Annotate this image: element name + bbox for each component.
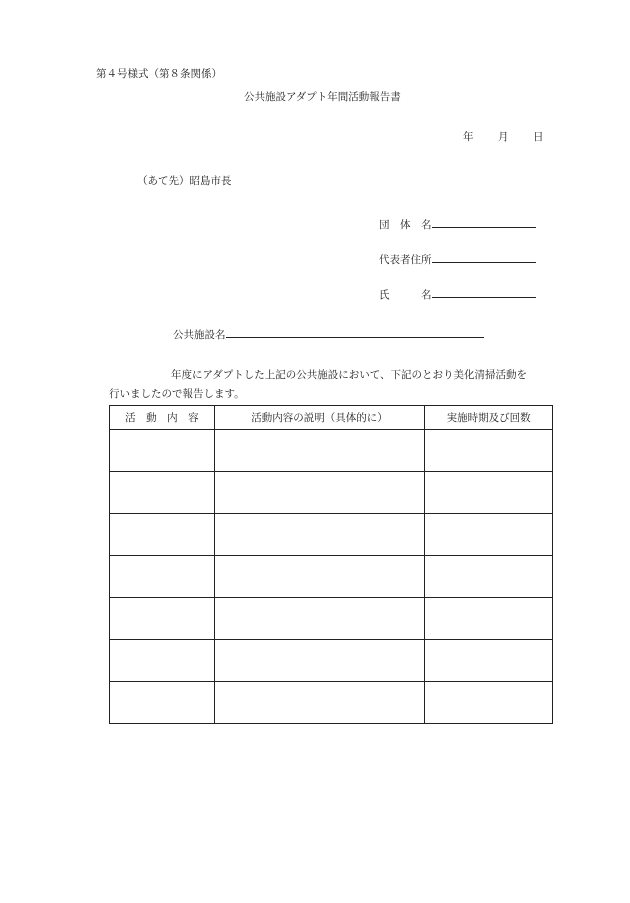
representative-address-blank[interactable]	[432, 250, 536, 263]
cell-activity-content[interactable]	[110, 598, 215, 640]
cell-activity-description[interactable]	[214, 514, 425, 556]
cell-period-and-count[interactable]	[425, 472, 553, 514]
table-row	[110, 556, 553, 598]
cell-period-and-count[interactable]	[425, 556, 553, 598]
cell-activity-description[interactable]	[214, 430, 425, 472]
cell-activity-description[interactable]	[214, 556, 425, 598]
cell-period-and-count[interactable]	[425, 430, 553, 472]
representative-address-field[interactable]	[379, 250, 536, 267]
name-label: 氏 名	[379, 289, 432, 301]
header-activity-content: 活 動 内 容	[110, 406, 215, 430]
cell-period-and-count[interactable]	[425, 640, 553, 682]
cell-activity-description[interactable]	[214, 682, 425, 724]
body-text-line2: 行いましたので報告します。	[109, 388, 245, 400]
form-title: 公共施設アダプト年間活動報告書	[244, 91, 401, 103]
table-header-row	[110, 406, 553, 430]
table-row	[110, 682, 553, 724]
cell-activity-content[interactable]	[110, 514, 215, 556]
cell-period-and-count[interactable]	[425, 598, 553, 640]
facility-name-field[interactable]	[173, 325, 484, 342]
table-row	[110, 430, 553, 472]
cell-activity-content[interactable]	[110, 640, 215, 682]
group-name-label: 団 体 名	[379, 219, 432, 231]
cell-period-and-count[interactable]	[425, 682, 553, 724]
table-row	[110, 514, 553, 556]
cell-activity-content[interactable]	[110, 682, 215, 724]
table-row	[110, 472, 553, 514]
representative-address-label: 代表者住所	[379, 254, 432, 266]
date-year-label: 年	[463, 131, 474, 143]
table-row	[110, 598, 553, 640]
name-field[interactable]	[379, 285, 536, 302]
table-row	[110, 640, 553, 682]
body-text-line1: 年度にアダプトした上記の公共施設において、下記のとおり美化清掃活動を	[171, 369, 528, 381]
addressee: （あて先）昭島市長	[137, 175, 232, 187]
cell-activity-description[interactable]	[214, 472, 425, 514]
cell-period-and-count[interactable]	[425, 514, 553, 556]
header-activity-description: 活動内容の説明（具体的に）	[214, 406, 425, 430]
group-name-field[interactable]	[379, 215, 536, 232]
name-blank[interactable]	[432, 285, 536, 298]
facility-name-label: 公共施設名	[173, 329, 226, 341]
cell-activity-content[interactable]	[110, 472, 215, 514]
date-month-label: 月	[498, 131, 509, 143]
date-day-label: 日	[533, 131, 544, 143]
cell-activity-content[interactable]	[110, 430, 215, 472]
cell-activity-content[interactable]	[110, 556, 215, 598]
cell-activity-description[interactable]	[214, 640, 425, 682]
activity-table	[109, 405, 553, 724]
form-number: 第４号様式（第８条関係）	[96, 68, 222, 80]
facility-name-blank[interactable]	[226, 325, 484, 338]
cell-activity-description[interactable]	[214, 598, 425, 640]
group-name-blank[interactable]	[432, 215, 536, 228]
header-period-and-count: 実施時期及び回数	[425, 406, 553, 430]
